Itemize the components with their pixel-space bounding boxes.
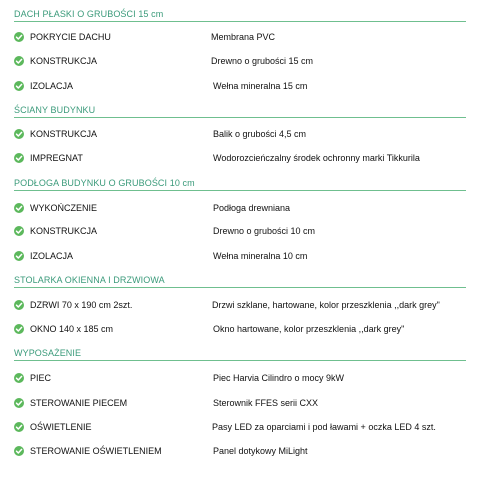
spec-label: WYKOŃCZENIE (30, 203, 98, 213)
section-joinery (14, 274, 466, 334)
section-title: STOLARKA OKIENNA I DRZWIOWA (14, 274, 466, 288)
spec-value: Sterownik FFES serii CXX (213, 398, 319, 408)
section-roof (14, 8, 466, 91)
spec-label: OŚWIETLENIE (30, 422, 92, 432)
spec-label: IMPREGNAT (30, 153, 83, 163)
checkmark-icon (14, 446, 24, 456)
spec-row (14, 322, 466, 336)
spec-value: Wełna mineralna 15 cm (213, 81, 308, 91)
checkmark-icon (14, 129, 24, 139)
spec-row (14, 444, 466, 458)
spec-label: DZRWI 70 x 190 cm 2szt. (30, 300, 133, 310)
spec-row (14, 371, 466, 385)
section-floor (14, 177, 466, 261)
spec-value: Drzwi szklane, hartowane, kolor przeszklenia ,,dark grey" (212, 300, 440, 310)
checkmark-icon (14, 422, 24, 432)
spec-value: Okno hartowane, kolor przeszklenia ,,dark grey" (213, 324, 405, 334)
spec-value: Drewno o grubości 15 cm (211, 56, 314, 66)
spec-label: IZOLACJA (30, 251, 74, 261)
spec-row (14, 201, 466, 215)
spec-row (14, 127, 466, 141)
checkmark-icon (14, 153, 24, 163)
spec-label: STEROWANIE OŚWIETLENIEM (30, 446, 162, 456)
spec-row (14, 396, 466, 410)
checkmark-icon (14, 32, 24, 42)
section-title: WYPOSAŻENIE (14, 347, 466, 361)
checkmark-icon (14, 251, 24, 261)
spec-label: IZOLACJA (30, 81, 74, 91)
spec-row (14, 420, 466, 434)
checkmark-icon (14, 81, 24, 91)
checkmark-icon (14, 324, 24, 334)
spec-label: PIEC (30, 373, 52, 383)
spec-row (14, 79, 466, 93)
spec-value: Balik o grubości 4,5 cm (213, 129, 307, 139)
spec-row (14, 151, 466, 165)
spec-value: Panel dotykowy MiLight (213, 446, 308, 456)
spec-value: Podłoga drewniana (213, 203, 291, 213)
spec-value: Wełna mineralna 10 cm (213, 251, 308, 261)
spec-row (14, 249, 466, 263)
checkmark-icon (14, 203, 24, 213)
spec-row (14, 54, 466, 68)
section-title: DACH PŁASKI O GRUBOŚCI 15 cm (14, 8, 466, 22)
spec-label: POKRYCIE DACHU (30, 32, 111, 42)
spec-value: Membrana PVC (211, 32, 276, 42)
spec-label: KONSTRUKCJA (30, 226, 98, 236)
checkmark-icon (14, 56, 24, 66)
spec-value: Wodorozcieńczalny środek ochronny marki Tikkurila (213, 153, 420, 163)
spec-row (14, 224, 466, 238)
section-title: PODŁOGA BUDYNKU O GRUBOŚCI 10 cm (14, 177, 466, 191)
spec-label: KONSTRUKCJA (30, 56, 98, 66)
spec-value: Drewno o grubości 10 cm (213, 226, 316, 236)
section-title: ŚCIANY BUDYNKU (14, 104, 466, 118)
section-walls (14, 104, 466, 163)
spec-label: KONSTRUKCJA (30, 129, 98, 139)
checkmark-icon (14, 398, 24, 408)
spec-value: Pasy LED za oparciami i pod ławami + oczka LED 4 szt. (212, 422, 436, 432)
spec-label: STEROWANIE PIECEM (30, 398, 128, 408)
checkmark-icon (14, 373, 24, 383)
spec-row (14, 298, 466, 312)
checkmark-icon (14, 226, 24, 236)
spec-row (14, 30, 466, 44)
section-equipment (14, 347, 466, 456)
checkmark-icon (14, 300, 24, 310)
spec-value: Piec Harvia Cilindro o mocy 9kW (213, 373, 345, 383)
spec-label: OKNO 140 x 185 cm (30, 324, 114, 334)
